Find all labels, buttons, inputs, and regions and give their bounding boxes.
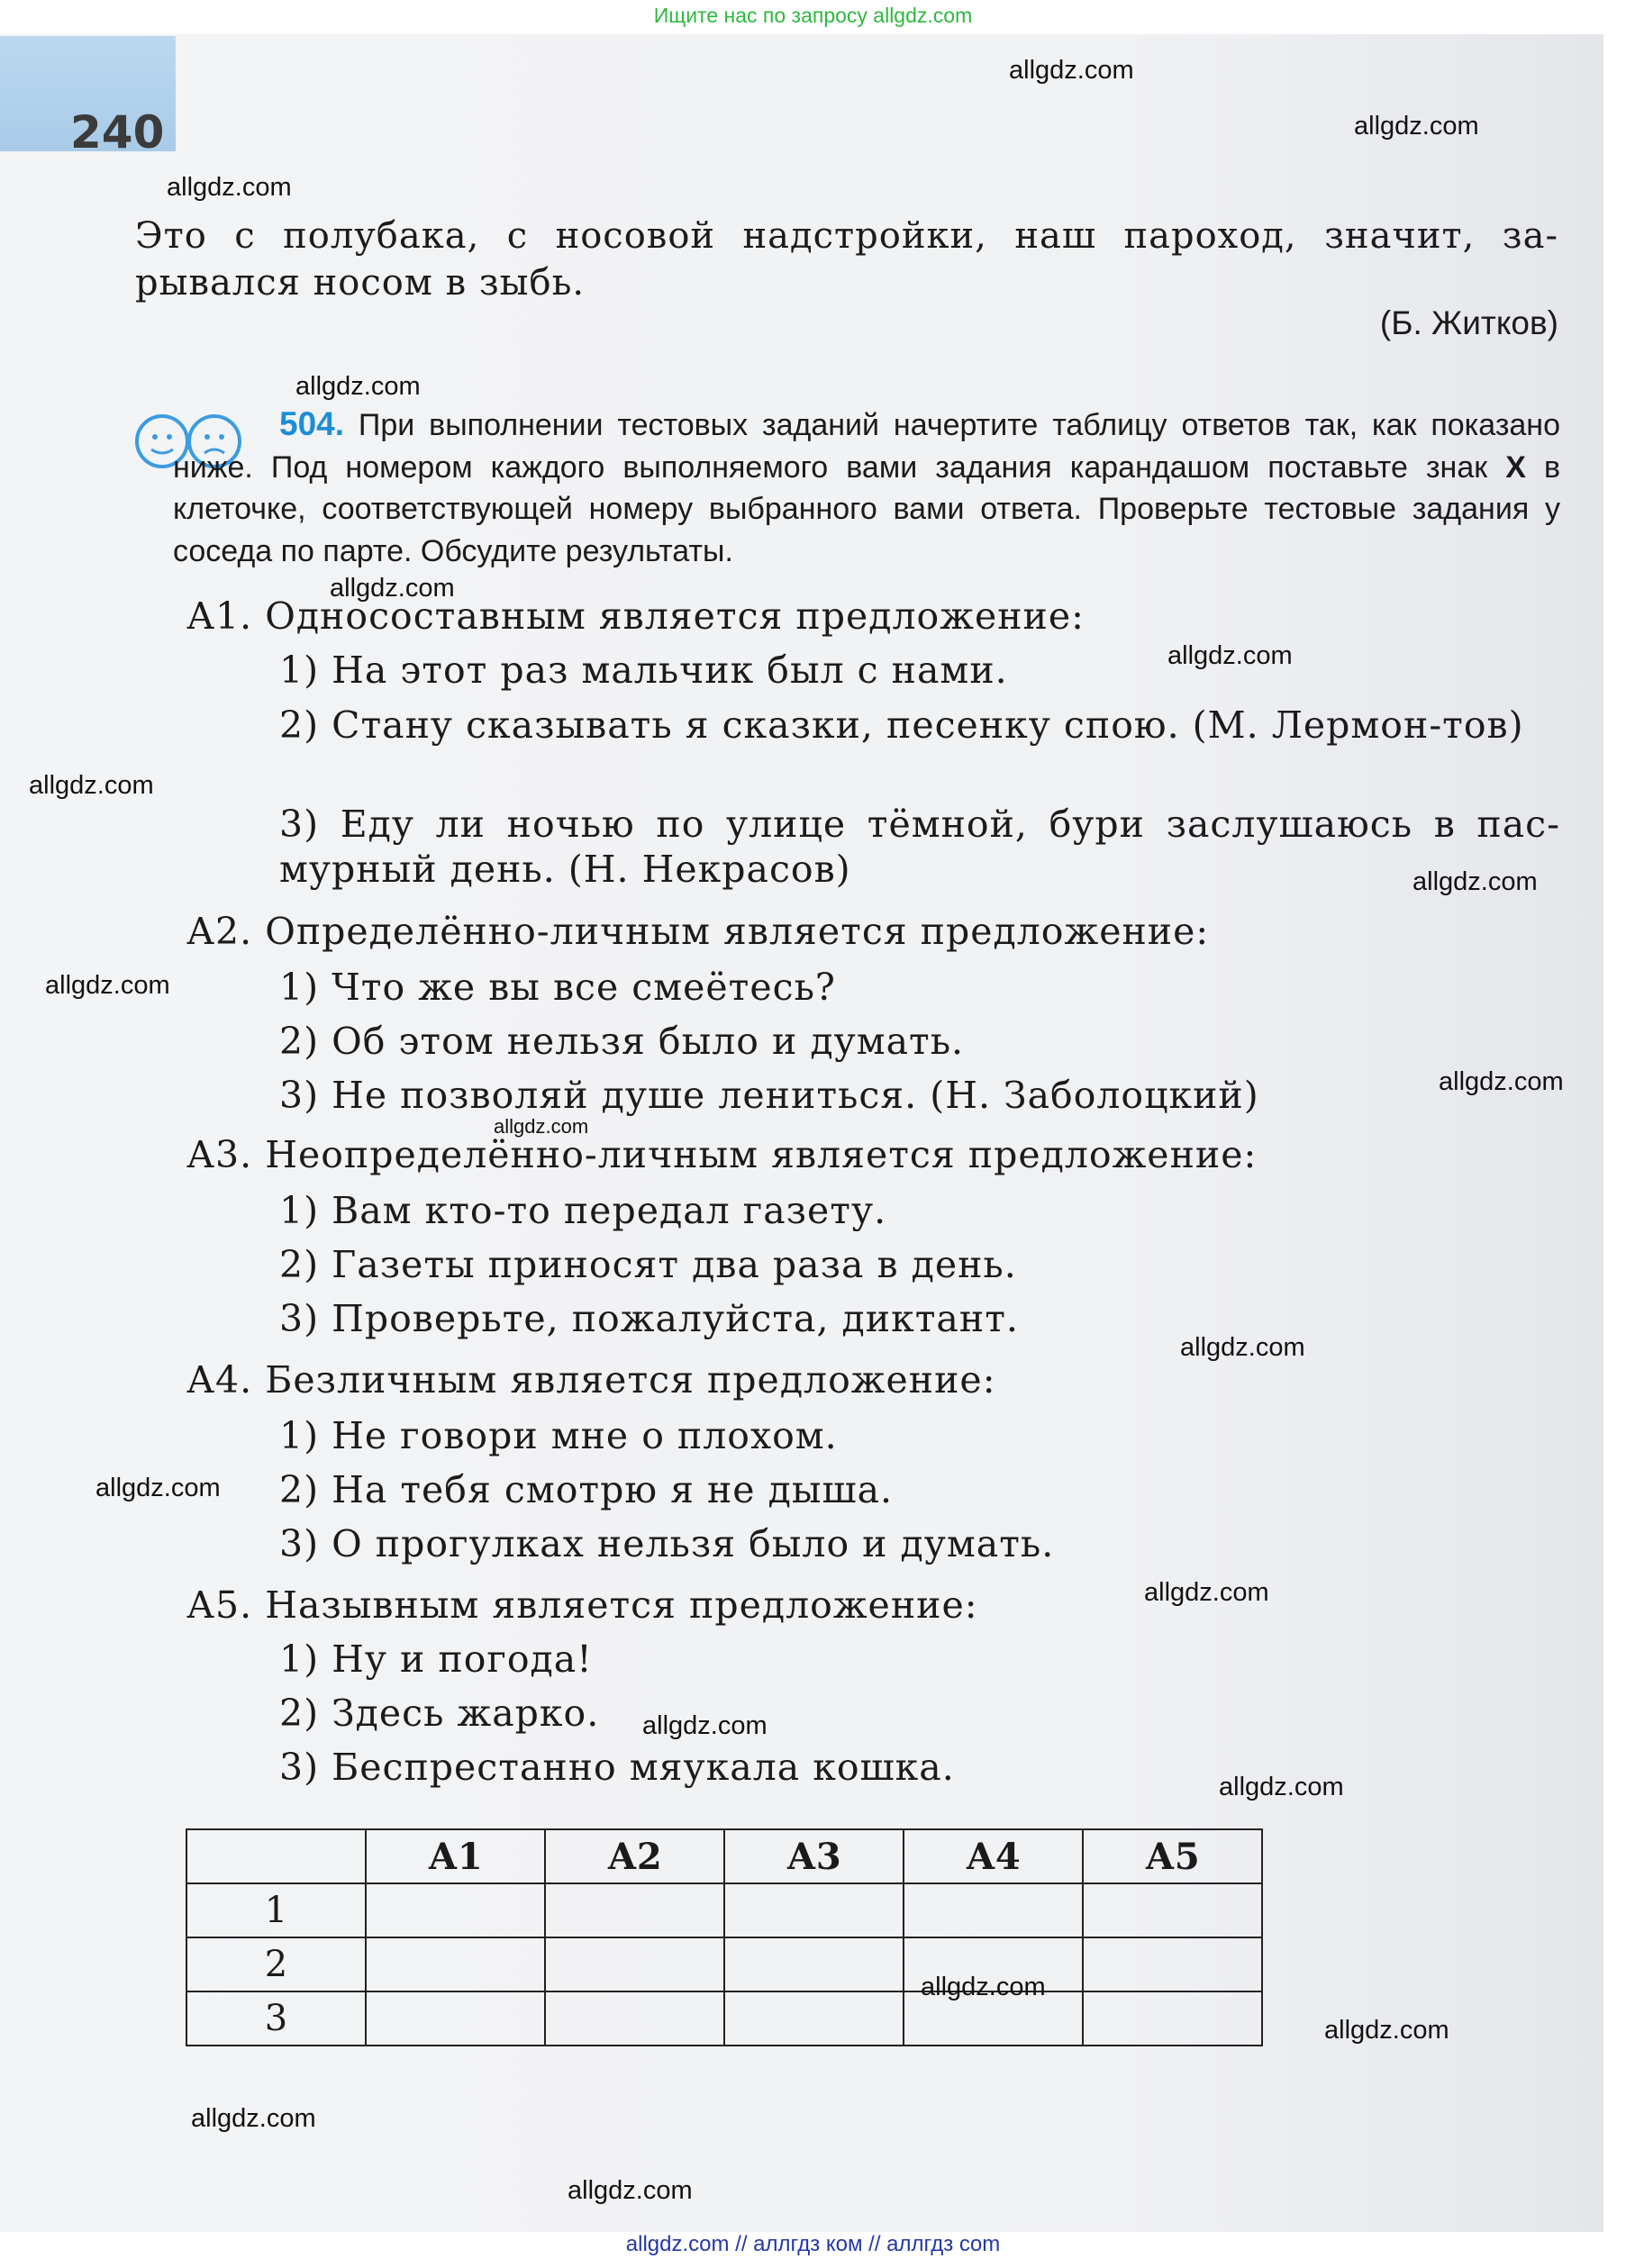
header-cell: А4	[904, 1829, 1083, 1883]
answer-cell	[724, 1883, 904, 1937]
row-label: 3	[186, 1991, 366, 2046]
watermark: allgdz.com	[494, 1115, 589, 1138]
task-text-after: в клеточке, соответствующей номеру выбранного вами ответа. Проверьте тестовые задания у соседа по парте. Обсудите результаты.	[173, 449, 1561, 568]
a3-option-3: 3) Проверьте, пожалуйста, диктант.	[279, 1297, 1019, 1340]
header-cell: А2	[545, 1829, 724, 1883]
question-a5: А5. Назывным является предложение:	[186, 1583, 978, 1627]
answer-cell	[1083, 1883, 1262, 1937]
a4-option-1: 1) Не говори мне о плохом.	[279, 1414, 838, 1457]
watermark: allgdz.com	[1219, 1773, 1344, 1801]
watermark: allgdz.com	[1354, 112, 1479, 141]
task-number: 504.	[279, 405, 345, 442]
question-a2: А2. Определённо-личным является предложение:	[186, 910, 1210, 953]
intro-source: (Б. Житков)	[1379, 304, 1558, 341]
watermark: allgdz.com	[642, 1711, 768, 1740]
answer-cell	[545, 1883, 724, 1937]
header-cell: А5	[1083, 1829, 1262, 1883]
a2-option-3: 3) Не позволяй душе лениться. (Н. Заболоцкий)	[279, 1074, 1259, 1117]
bottom-banner[interactable]: allgdz.com // аллгдз ком // аллгдз com	[625, 2232, 1001, 2256]
a2-option-1: 1) Что же вы все смеётесь?	[279, 966, 836, 1009]
answer-cell	[724, 1937, 904, 1991]
header-cell: А3	[724, 1829, 904, 1883]
a3-option-2: 2) Газеты приносят два раза в день.	[279, 1243, 1017, 1286]
table-row	[186, 1883, 1262, 1937]
table-row	[186, 1937, 1262, 1991]
header-cell	[186, 1829, 366, 1883]
watermark: allgdz.com	[1144, 1578, 1269, 1607]
a1-option-1: 1) На этот раз мальчик был с нами.	[279, 649, 1008, 692]
question-a3: А3. Неопределённо-личным является предложение:	[186, 1133, 1258, 1176]
answer-cell	[366, 1883, 545, 1937]
intro-line-1: Это с полубака, с носовой надстройки, наш пароход, значит, за-	[135, 215, 1558, 257]
answer-cell	[545, 1937, 724, 1991]
intro-paragraph	[135, 213, 1558, 306]
answer-cell	[366, 1991, 545, 2046]
a3-option-1: 1) Вам кто-то передал газету.	[279, 1189, 887, 1232]
a2-option-2: 2) Об этом нельзя было и думать.	[279, 1020, 965, 1063]
a5-option-1: 1) Ну и погода!	[279, 1637, 593, 1681]
question-a1: А1. Односоставным является предложение:	[186, 594, 1085, 638]
question-a4: А4. Безличным является предложение:	[186, 1358, 996, 1402]
watermark: allgdz.com	[1439, 1067, 1564, 1096]
watermark: allgdz.com	[568, 2176, 693, 2205]
table-row	[186, 1991, 1262, 2046]
a1-option-3: 3) Еду ли ночью по улице тёмной, бури заслушаюсь в пас-мурный день. (Н. Некрасов)	[279, 803, 1560, 891]
watermark: allgdz.com	[1167, 641, 1293, 670]
watermark: allgdz.com	[191, 2104, 316, 2133]
row-label: 1	[186, 1883, 366, 1937]
watermark: allgdz.com	[167, 173, 292, 202]
answer-cell	[904, 1883, 1083, 1937]
answer-cell	[1083, 1937, 1262, 1991]
header-cell: А1	[366, 1829, 545, 1883]
answer-table	[186, 1828, 1263, 2046]
watermark: allgdz.com	[45, 971, 170, 1000]
a4-option-3: 3) О прогулках нельзя было и думать.	[279, 1522, 1055, 1565]
watermark: allgdz.com	[1324, 2016, 1449, 2045]
a1-option-2: 2) Стану сказывать я сказки, песенку спою. (М. Лермон-тов)	[279, 703, 1524, 747]
answer-table-header	[186, 1829, 1262, 1883]
task-text: При выполнении тестовых заданий начертите таблицу ответов так, как показано ниже. Под номером каждого выполняемого вами задания карандашом поставьте знак	[173, 408, 1560, 485]
watermark: allgdz.com	[95, 1474, 221, 1502]
answer-cell	[1083, 1991, 1262, 2046]
task-504	[173, 404, 1560, 572]
watermark: allgdz.com	[1413, 867, 1538, 896]
intro-line-2: рывался носом в зыбь.	[135, 262, 586, 304]
page-number: 240	[70, 106, 165, 159]
watermark: allgdz.com	[1009, 56, 1134, 85]
answer-cell	[545, 1991, 724, 2046]
a5-option-2: 2) Здесь жарко.	[279, 1692, 600, 1735]
row-label: 2	[186, 1937, 366, 1991]
a5-option-3: 3) Беспрестанно мяукала кошка.	[279, 1746, 955, 1789]
a4-option-2: 2) На тебя смотрю я не дыша.	[279, 1468, 894, 1511]
watermark: allgdz.com	[295, 372, 421, 401]
task-mark: X	[1505, 449, 1526, 485]
watermark: allgdz.com	[29, 771, 154, 800]
top-banner[interactable]: Ищите нас по запросу allgdz.com	[653, 4, 973, 27]
watermark: allgdz.com	[921, 1973, 1046, 2001]
answer-cell	[724, 1991, 904, 2046]
watermark: allgdz.com	[330, 574, 455, 603]
answer-cell	[366, 1937, 545, 1991]
watermark: allgdz.com	[1180, 1333, 1305, 1362]
